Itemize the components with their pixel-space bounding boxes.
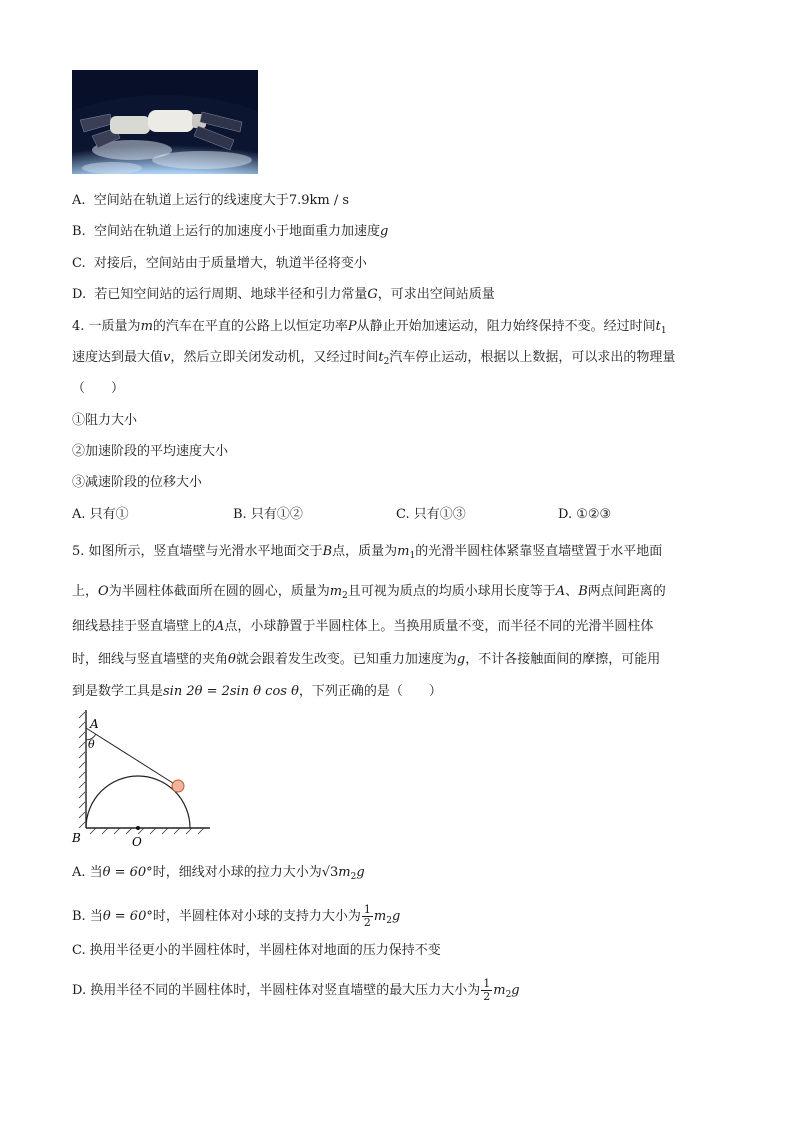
label-a: A [90, 717, 99, 731]
q4-option-b: B. 只有①② [233, 507, 303, 522]
q4-option-c: C. 只有①③ [396, 507, 466, 522]
q5-stem-line5: 到是数学工具是sin 2θ = 2sin θ cos θ，下列正确的是（ ） [72, 684, 442, 699]
label-b: B [72, 831, 81, 845]
wall-hatching [79, 712, 85, 828]
fraction-one-half: $\frac{1}{2}$ [483, 977, 491, 1003]
q5-option-c: C. 换用半径更小的半圆柱体时，半圆柱体对地面的压力保持不变 [72, 943, 441, 958]
q3-option-c: C. 对接后，空间站由于质量增大，轨道半径将变小 [72, 256, 367, 271]
q3-option-d: D. 若已知空间站的运行周期、地球半径和引力常量G，可求出空间站质量 [72, 287, 495, 302]
q5-diagram-svg [70, 710, 220, 850]
q3-option-a: A. 空间站在轨道上运行的线速度大于7.9km / s [72, 193, 350, 208]
q5-stem-line4: 时，细线与竖直墙壁的夹角θ就会跟着发生改变。已知重力加速度为g，不计各接触面间的摩擦，可能用 [72, 652, 661, 667]
small-ball [172, 780, 184, 792]
label-o: O [132, 835, 142, 849]
q4-stem-line2: 速度达到最大值v，然后立即关闭发动机，又经过时间$t_2$汽车停止运动，根据以上数据，可以求出的物理量 [72, 350, 676, 367]
q4-stem-line3: （ ） [72, 381, 125, 396]
q4-option-a: A. 只有① [72, 507, 129, 522]
q5-diagram [70, 710, 220, 850]
q4-stem-line1: 4. 一质量为m的汽车在平直的公路上以恒定功率P从静止开始加速运动，阻力始终保持不变。经过时间$t_1$ [72, 319, 667, 336]
fraction-one-half: $\frac{1}{2}$ [363, 903, 371, 929]
space-station-illustration [72, 70, 258, 174]
q4-item-2: ②加速阶段的平均速度大小 [72, 444, 229, 459]
q5-option-b: B. 当θ = 60°时，半圆柱体对小球的支持力大小为 $\frac{1}{2}$ $m_2g$ [72, 903, 401, 929]
q4-item-1: ①阻力大小 [72, 413, 138, 428]
q3-option-b: B. 空间站在轨道上运行的加速度小于地面重力加速度g [72, 224, 389, 239]
q5-option-d: D. 换用半径不同的半圆柱体时，半圆柱体对竖直墙壁的最大压力大小为 $\frac{1}{2}$ $m_2g$ [72, 977, 520, 1003]
q4-options [0, 506, 794, 524]
q5-stem-line2: 上，O为半圆柱体截面所在圆的圆心，质量为$m_2$且可视为质点的均质小球用长度等于A、B两点间距离的 [72, 584, 666, 601]
q4-option-d: D. ①②③ [558, 507, 612, 522]
q5-option-a: A. 当θ = 60°时，细线对小球的拉力大小为$√3m_2g$ [72, 865, 365, 882]
space-station-photo [72, 70, 258, 174]
center-point-o [136, 826, 140, 830]
q4-item-3: ③减速阶段的位移大小 [72, 475, 203, 490]
label-theta: θ [88, 738, 95, 751]
ground-hatching [90, 828, 204, 834]
q5-stem-line1: 5. 如图所示，竖直墙壁与光滑水平地面交于B点，质量为$m_1$的光滑半圆柱体紧靠竖直墙壁置于水平地面 [72, 544, 663, 561]
q5-stem-line3: 细线悬挂于竖直墙壁上的A点，小球静置于半圆柱体上。当换用质量不变，而半径不同的光滑半圆柱体 [72, 619, 654, 634]
